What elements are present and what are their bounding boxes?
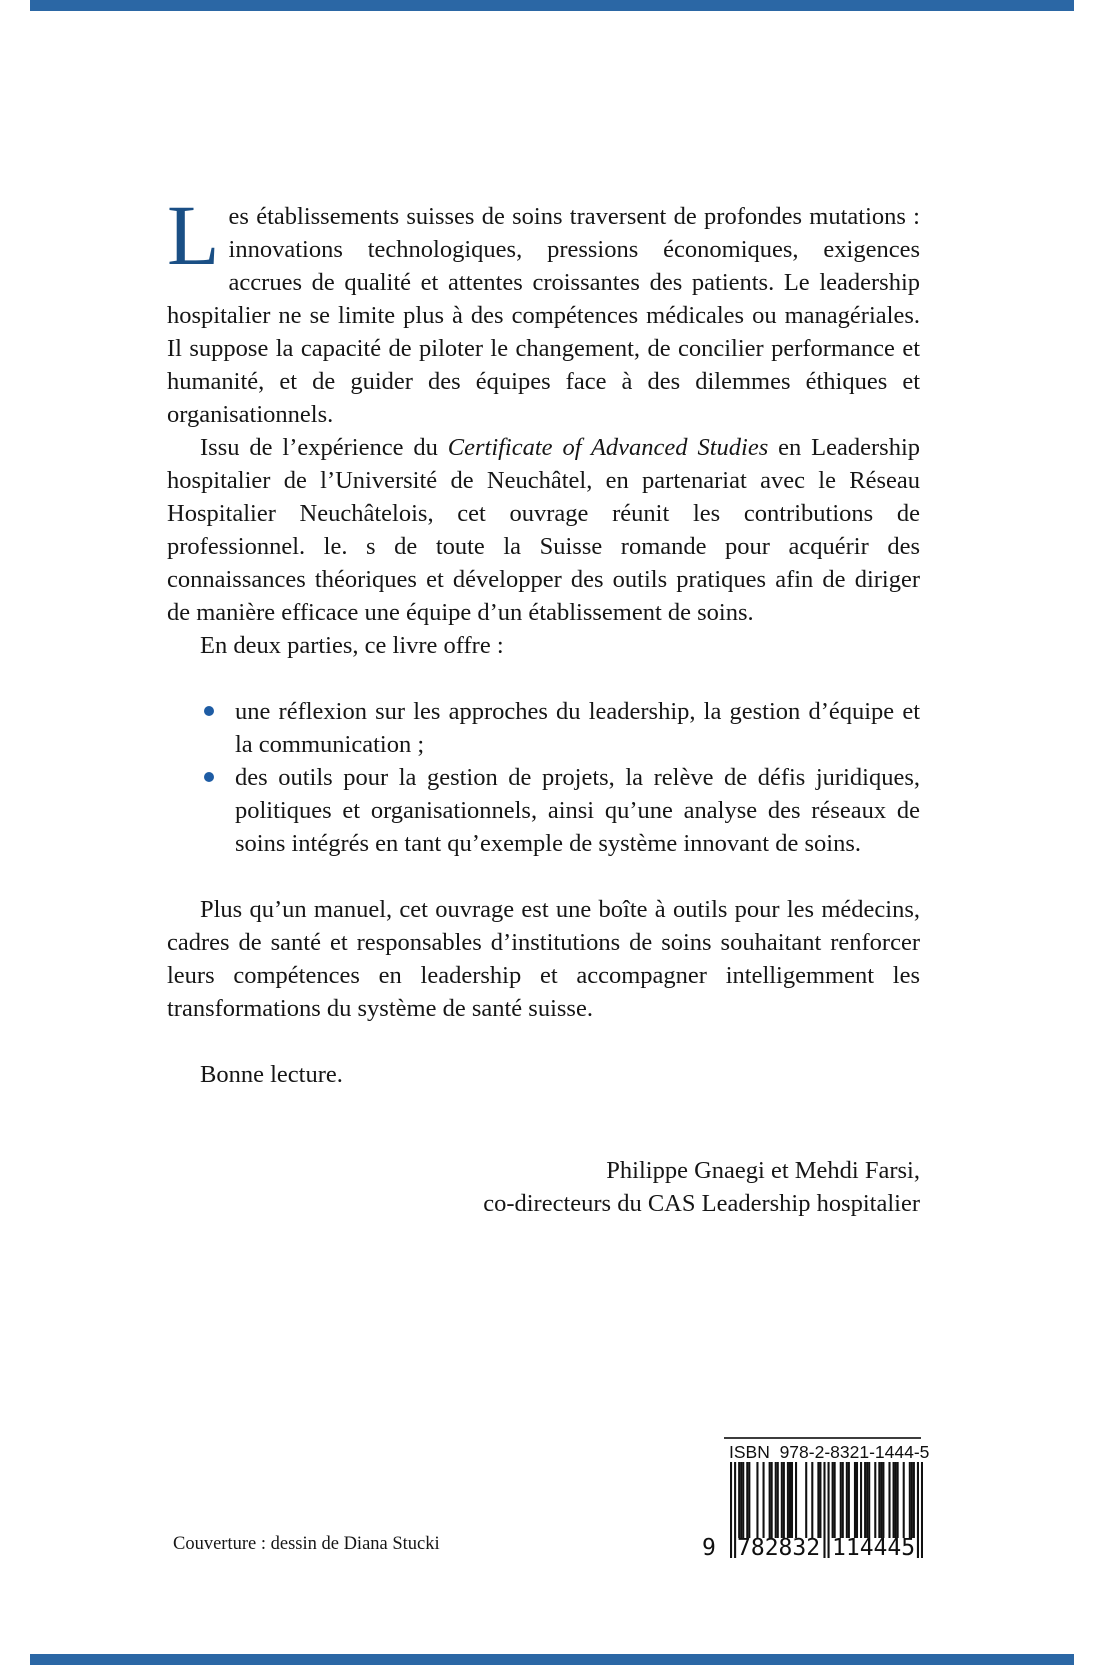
paragraph-2-start: Issu de l’expérience du [200,434,448,461]
list-item [235,695,920,761]
list-item-text: des outils pour la gestion de projets, la relève de défis juridiques, politiques et organisationnels, ainsi qu’une analyse des réseaux de soins intégrés en tant qu’exemple de système innovant de soins. [235,764,920,857]
isbn-rule [724,1437,921,1439]
top-blue-bar [30,0,1074,11]
barcode-digits-right: 114445 [832,1535,916,1561]
paragraph-3: En deux parties, ce livre offre : [200,632,504,659]
isbn-barcode-block [700,1437,940,1567]
list-item-text: une réflexion sur les approches du leadership, la gestion d’équipe et la communication ; [235,698,920,758]
paragraph-2-italic-title: Certificate of Advanced Studies [447,434,769,461]
paragraph-5: Bonne lecture. [200,1061,343,1088]
barcode-digit-first: 9 [702,1535,716,1561]
blurb-text-column [167,187,920,1220]
paragraph-1-text: es établissements suisses de soins traversent de profondes mutations : innovations technologiques, pressions économiques, exigences accrues de qualité et attentes croissantes des patients. Le leadership hospitalier ne se limite plus à des compétences médicales ou managériales. Il suppose la capacité de piloter le changement, de concilier performance et humanité, et de guider des équipes face à des dilemmes éthiques et organisationnels. [167,203,920,428]
isbn-number: ISBN 978-2-8321-1444-5 [729,1442,930,1462]
signature-block [167,1154,920,1220]
signature-names: Philippe Gnaegi et Mehdi Farsi, [606,1157,920,1184]
cover-credit: Couverture : dessin de Diana Stucki [173,1534,440,1554]
bullet-dot-icon [204,772,214,782]
paragraph-4: Plus qu’un manuel, cet ouvrage est une boîte à outils pour les médecins, cadres de santé et responsables d’institutions de soins souhaitant renforcer leurs compétences en leadership et accompagner intelligemment les transformations du système de santé suisse. [167,896,920,1022]
barcode-digits-left: 782832 [737,1535,821,1561]
bottom-blue-bar [30,1654,1074,1665]
paragraph-2-end: en Leadership hospitalier de l’Université de Neuchâtel, en partenariat avec le Réseau Hospitalier Neuchâtelois, cet ouvrage réunit les contributions de professionnel. le. s de toute la Suisse romande pour acquérir des connaissances théoriques et développer des outils pratiques afin de diriger de manière efficace une équipe d’un établissement de soins. [167,434,920,626]
paragraph-1 [167,187,920,431]
list-item [235,761,920,860]
offer-list [167,695,920,860]
signature-role: co-directeurs du CAS Leadership hospitalier [483,1190,920,1217]
bullet-dot-icon [204,706,214,716]
dropcap-letter: L [167,187,220,283]
paragraph-2 [167,431,920,629]
